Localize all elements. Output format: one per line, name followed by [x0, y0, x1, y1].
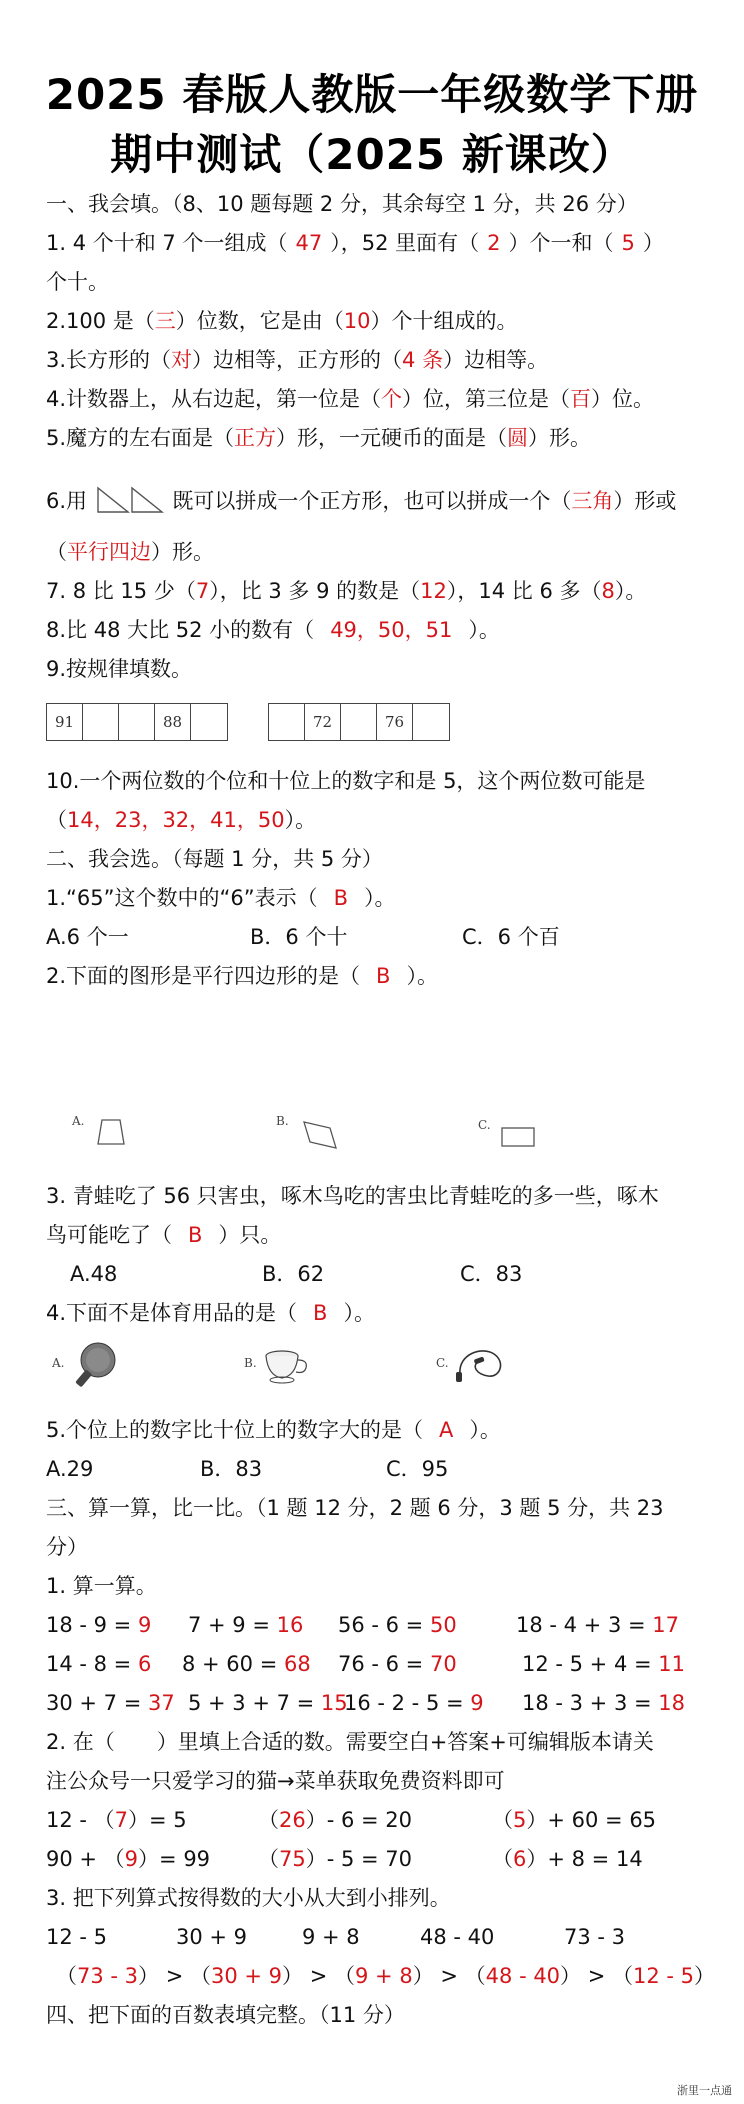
- q2-5-opt-c: C．95: [386, 1457, 449, 1481]
- expr-item: 9 + 8: [302, 1925, 360, 1949]
- fill-item: （75）- 5 = 70: [258, 1847, 413, 1871]
- grid-cell: [269, 704, 305, 740]
- q2-3-opt-a: A.48: [70, 1262, 118, 1286]
- calc-item: 18 - 4 + 3 = 17: [516, 1613, 679, 1637]
- q3-2-label: 2. 在（ ）里填上合适的数。需要空白+答案+可编辑版本请关: [46, 1730, 654, 1754]
- q1-9: 9.按规律填数。: [46, 657, 193, 681]
- q1-2: 2.100 是（三）位数，它是由（10）个十组成的。: [46, 309, 518, 333]
- q2-5: 5.个位上的数字比十位上的数字大的是（ A ）。: [46, 1418, 501, 1442]
- grid-cell: 88: [155, 704, 191, 740]
- trapezoid-shape: [96, 1118, 128, 1146]
- expr-item: 73 - 3: [564, 1925, 626, 1949]
- item-a-label: A.: [52, 1356, 65, 1370]
- q1-1-cont: 个十。: [46, 270, 109, 294]
- teacup-icon: [262, 1348, 312, 1384]
- page-subtitle: 期中测试（2025 新课改）: [110, 130, 634, 179]
- q1-3: 3.长方形的（对）边相等，正方形的（4 条）边相等。: [46, 348, 549, 372]
- q1-6: 6.用 既可以拼成一个正方形，也可以拼成一个（三角）形或: [46, 484, 676, 514]
- calc-item: 18 - 3 + 3 = 18: [522, 1691, 685, 1715]
- page-title: 2025 春版人教版一年级数学下册: [45, 70, 699, 119]
- q2-3-opt-c: C．83: [460, 1262, 523, 1286]
- calc-item: 18 - 9 = 9: [46, 1613, 152, 1637]
- calc-item: 7 + 9 = 16: [188, 1613, 304, 1637]
- shape-b-label: B.: [276, 1114, 289, 1128]
- parallelogram-shape: [300, 1118, 340, 1152]
- q2-1: 1.“65”这个数中的“6”表示（ B ）。: [46, 886, 396, 910]
- section-3-heading-cont: 分）: [46, 1535, 88, 1559]
- grid-cell: [83, 704, 119, 740]
- ping-pong-paddle-icon: [72, 1340, 118, 1390]
- q1-8: 8.比 48 大比 52 小的数有（ 49，50，51 ）。: [46, 618, 500, 642]
- q1-6-cont: （平行四边）形。: [46, 540, 214, 564]
- rectangle-shape: [500, 1126, 536, 1148]
- calc-item: 76 - 6 = 70: [338, 1652, 457, 1676]
- expr-item: 30 + 9: [176, 1925, 248, 1949]
- fill-item: 90 + （9）= 99: [46, 1847, 211, 1871]
- calc-item: 30 + 7 = 37: [46, 1691, 175, 1715]
- grid-cell: [191, 704, 227, 740]
- triangle-pieces-icon: [96, 484, 164, 514]
- order-answer: （73 - 3） > （30 + 9） > （9 + 8） > （48 - 40） > （12 - 5）: [56, 1964, 716, 1988]
- q2-1-opt-a: A.6 个一: [46, 925, 129, 949]
- grid-cell: 72: [305, 704, 341, 740]
- expr-item: 12 - 5: [46, 1925, 108, 1949]
- q2-3-cont: 鸟可能吃了（ B ）只。: [46, 1223, 282, 1247]
- calc-item: 16 - 2 - 5 = 9: [344, 1691, 484, 1715]
- q1-7: 7. 8 比 15 少（7），比 3 多 9 的数是（12），14 比 6 多（8）。: [46, 579, 647, 603]
- footer-watermark: 浙里一点通: [677, 2084, 732, 2097]
- item-c-label: C.: [436, 1356, 449, 1370]
- item-b-label: B.: [244, 1356, 257, 1370]
- fill-item: （26）- 6 = 20: [258, 1808, 413, 1832]
- grid-cell: [413, 704, 449, 740]
- section-2-heading: 二、我会选。（每题 1 分，共 5 分）: [46, 847, 383, 871]
- q3-1-label: 1. 算一算。: [46, 1574, 157, 1598]
- section-1-heading: 一、我会填。（8、10 题每题 2 分，其余每空 1 分，共 26 分）: [46, 192, 638, 216]
- number-grid-1: [46, 703, 228, 741]
- fill-item: 12 - （7）= 5: [46, 1808, 187, 1832]
- q2-2: 2.下面的图形是平行四边形的是（ B ）。: [46, 964, 438, 988]
- number-grid-2: [268, 703, 450, 741]
- calc-item: 12 - 5 + 4 = 11: [522, 1652, 685, 1676]
- q2-5-opt-b: B．83: [200, 1457, 263, 1481]
- shape-a-label: A.: [72, 1114, 85, 1128]
- calc-item: 8 + 60 = 68: [182, 1652, 311, 1676]
- q2-1-opt-b: B．6 个十: [250, 925, 348, 949]
- fill-item: （5）+ 60 = 65: [492, 1808, 657, 1832]
- q2-3: 3. 青蛙吃了 56 只害虫，啄木鸟吃的害虫比青蛙吃的多一些，啄木: [46, 1184, 659, 1208]
- q3-3-label: 3. 把下列算式按得数的大小从大到小排列。: [46, 1886, 451, 1910]
- grid-cell: 91: [47, 704, 83, 740]
- grid-cell: 76: [377, 704, 413, 740]
- grid-cell: [119, 704, 155, 740]
- calc-item: 56 - 6 = 50: [338, 1613, 457, 1637]
- expr-item: 48 - 40: [420, 1925, 495, 1949]
- q1-5: 5.魔方的左右面是（正方）形，一元硬币的面是（圆）形。: [46, 426, 592, 450]
- q3-2-label-cont: 注公众号一只爱学习的猫→菜单获取免费资料即可: [46, 1769, 505, 1793]
- fill-item: （6）+ 8 = 14: [492, 1847, 643, 1871]
- jump-rope-icon: [454, 1344, 510, 1384]
- grid-cell: [341, 704, 377, 740]
- shape-c-label: C.: [478, 1118, 491, 1132]
- section-4-heading: 四、把下面的百数表填完整。（11 分）: [46, 2003, 405, 2027]
- q1-1: 1. 4 个十和 7 个一组成（ 47 ），52 里面有（ 2 ）个一和（ 5 ）: [46, 231, 664, 255]
- q2-5-opt-a: A.29: [46, 1457, 94, 1481]
- q1-10: 10.一个两位数的个位和十位上的数字和是 5，这个两位数可能是: [46, 769, 646, 793]
- calc-item: 5 + 3 + 7 = 15: [188, 1691, 348, 1715]
- q2-4: 4.下面不是体育用品的是（ B ）。: [46, 1301, 375, 1325]
- q2-3-opt-b: B．62: [262, 1262, 325, 1286]
- q2-1-opt-c: C．6 个百: [462, 925, 560, 949]
- calc-item: 14 - 8 = 6: [46, 1652, 152, 1676]
- q1-4: 4.计数器上，从右边起，第一位是（个）位，第三位是（百）位。: [46, 387, 655, 411]
- section-3-heading: 三、算一算，比一比。（1 题 12 分，2 题 6 分，3 题 5 分，共 23: [46, 1496, 664, 1520]
- q1-10-cont: （14，23，32，41，50）。: [46, 808, 317, 832]
